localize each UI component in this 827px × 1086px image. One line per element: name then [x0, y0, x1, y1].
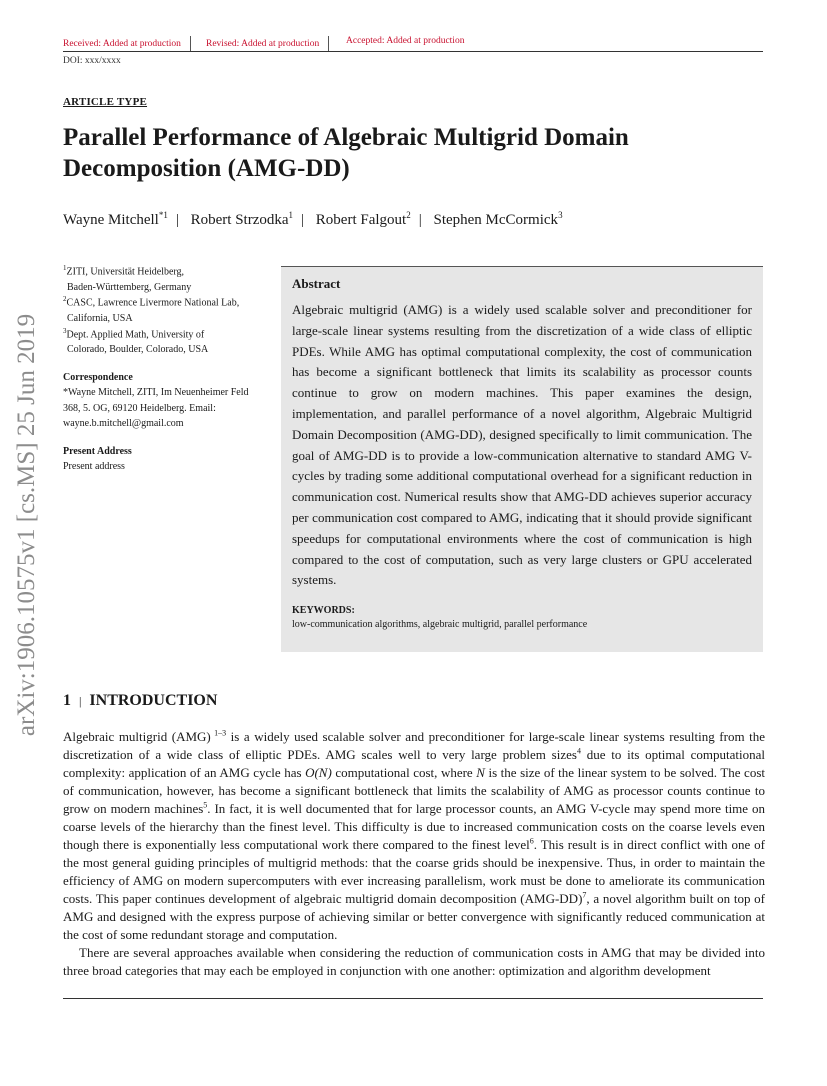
present-address-text: Present address	[63, 461, 125, 473]
correspondence-heading: Correspondence	[63, 371, 133, 383]
arxiv-stamp: arXiv:1906.10575v1 [cs.MS] 25 Jun 2019	[13, 313, 40, 737]
text-run: is a widely used scalable solver and preconditioner for large-scale linear systems resulting from the discretization of a wide class of elliptic PDEs. AMG scales well to very large problem sizes	[63, 729, 765, 762]
citation-sup: 7	[582, 890, 587, 900]
footer-rule	[63, 998, 763, 999]
section-number: 1	[63, 692, 71, 709]
author-sup: 1	[288, 210, 294, 220]
affiliation: $^1$ZITI, Universität Heidelberg, Baden-Württemberg, Germany	[63, 264, 192, 293]
math-symbol: O(N)	[305, 765, 332, 780]
received-date: Received: Added at production	[63, 36, 200, 52]
author-sup: 3	[558, 210, 563, 220]
body-text	[63, 728, 765, 980]
author-name: Robert Falgout	[315, 212, 407, 228]
author-name: Stephen McCormick	[433, 212, 559, 228]
citation-sup: 4	[576, 746, 581, 756]
text-run: due to its optimal computational complexity: application of an AMG cycle has	[63, 747, 765, 780]
section-heading: 1 | INTRODUCTION	[63, 692, 218, 709]
text-run: . In fact, it is well documented that for large processor counts, an AMG V-cycle may spend more time on coarse levels of the hierarchy than the finest level. This difficulty is due to increased communication costs on the coarse levels even though there is exponentially less computational work there compared to the finest level	[63, 801, 765, 852]
text-run: is the size of the linear system to be solved. The cost of communication, however, has become a significant bottleneck that limits the scalability of AMG as processor counts continue to grow on modern machines	[63, 765, 765, 816]
keywords-heading: KEYWORDS:	[292, 605, 355, 617]
header-rule	[63, 51, 763, 52]
section-title: INTRODUCTION	[89, 692, 218, 709]
abstract-heading: Abstract	[292, 276, 341, 291]
affiliation: $^3$Dept. Applied Math, University of Colorado, Boulder, Colorado, USA	[63, 326, 209, 356]
keywords: low-communication algorithms, algebraic multigrid, parallel performance	[292, 619, 588, 631]
present-address-heading: Present Address	[63, 445, 132, 457]
math-symbol: N	[476, 765, 485, 780]
text-run: computational cost, where	[331, 765, 477, 780]
abstract-box	[281, 266, 763, 652]
citation-sup: 6	[529, 836, 534, 846]
article-type: ARTICLE TYPE	[63, 96, 148, 108]
author-list: Wayne Mitchell$^{*1}$ | Robert Strzodka$^1$ | Robert Falgout$^2$ | Stephen McCormick$^3$	[63, 210, 563, 228]
author-name: Wayne Mitchell	[63, 212, 159, 228]
abstract-text: Algebraic multigrid (AMG) is a widely used scalable solver and preconditioner for large-scale linear systems resulting from the discretization of a wide class of elliptic PDEs. While AMG has optimal computational complexity, the cost of communication has become a significant bottleneck that limits its scalability as processor counts continue to grow on modern machines. This paper examines the design, implementation, and parallel performance of a novel algorithm, Algebraic Multigrid Domain Decomposition (AMG-DD), designed specifically to limit communication. The goal of AMG-DD is to provide a low-communication alternative to standard AMG V-cycles by trading some additional computational overhead for a significant reduction in communication cost. Numerical results show that AMG-DD achieves superior accuracy per communication cost compared to AMG, indicating that it should provide significant speedups for computational environments where the cost of communication is high compared to the cost of computation, such as very large clusters or GPU accelerated systems.	[292, 302, 752, 588]
abstract-top-rule	[281, 266, 763, 267]
author-sup: *1	[158, 210, 168, 220]
affiliation: $^2$CASC, Lawrence Livermore National Lab, California, USA	[63, 295, 240, 325]
author-sup: 2	[406, 210, 411, 220]
text-run: . This result is in direct conflict with one of the most general guiding principles of multigrid methods: that the coarse grids should be inexpensive. Thus, in order to maintain the efficiency of AMG on modern supercomputers with ever increasing parallelism, work must be done to ameliorate its communication costs. This paper continues development of algebraic multigrid domain decomposition (AMG-DD)	[63, 837, 765, 906]
citation-sup: 1–3	[210, 728, 227, 738]
text-run: , a novel algorithm built on top of AMG and designed with the express purpose of achieving similar or better convergence with significantly reduced communication at the cost of some redundant storage and computation.	[63, 891, 765, 942]
doi: DOI: xxx/xxxx	[63, 56, 121, 66]
citation-sup: 5	[203, 800, 208, 810]
affiliations-column	[63, 264, 268, 475]
revised-date: Revised: Added at production	[206, 36, 338, 52]
text-run: Algebraic multigrid (AMG)	[63, 729, 211, 744]
correspondence-text: *Wayne Mitchell, ZITI, Im Neuenheimer Feld 368, 5. OG, 69120 Heidelberg. Email: wayne.b.mitchell@gmail.com	[63, 387, 249, 430]
intro-paragraph-2: There are several approaches available when considering the reduction of communication costs in AMG that may be divided into three broad categories that may each be employed in conjunction with one another: optimization and algorithm development	[63, 945, 765, 978]
accepted-date: Accepted: Added at production	[346, 36, 465, 46]
author-name: Robert Strzodka	[190, 212, 289, 228]
intro-paragraph-1	[63, 728, 765, 944]
paper-title: Parallel Performance of Algebraic Multigrid Domain Decomposition (AMG-DD)	[63, 124, 629, 182]
